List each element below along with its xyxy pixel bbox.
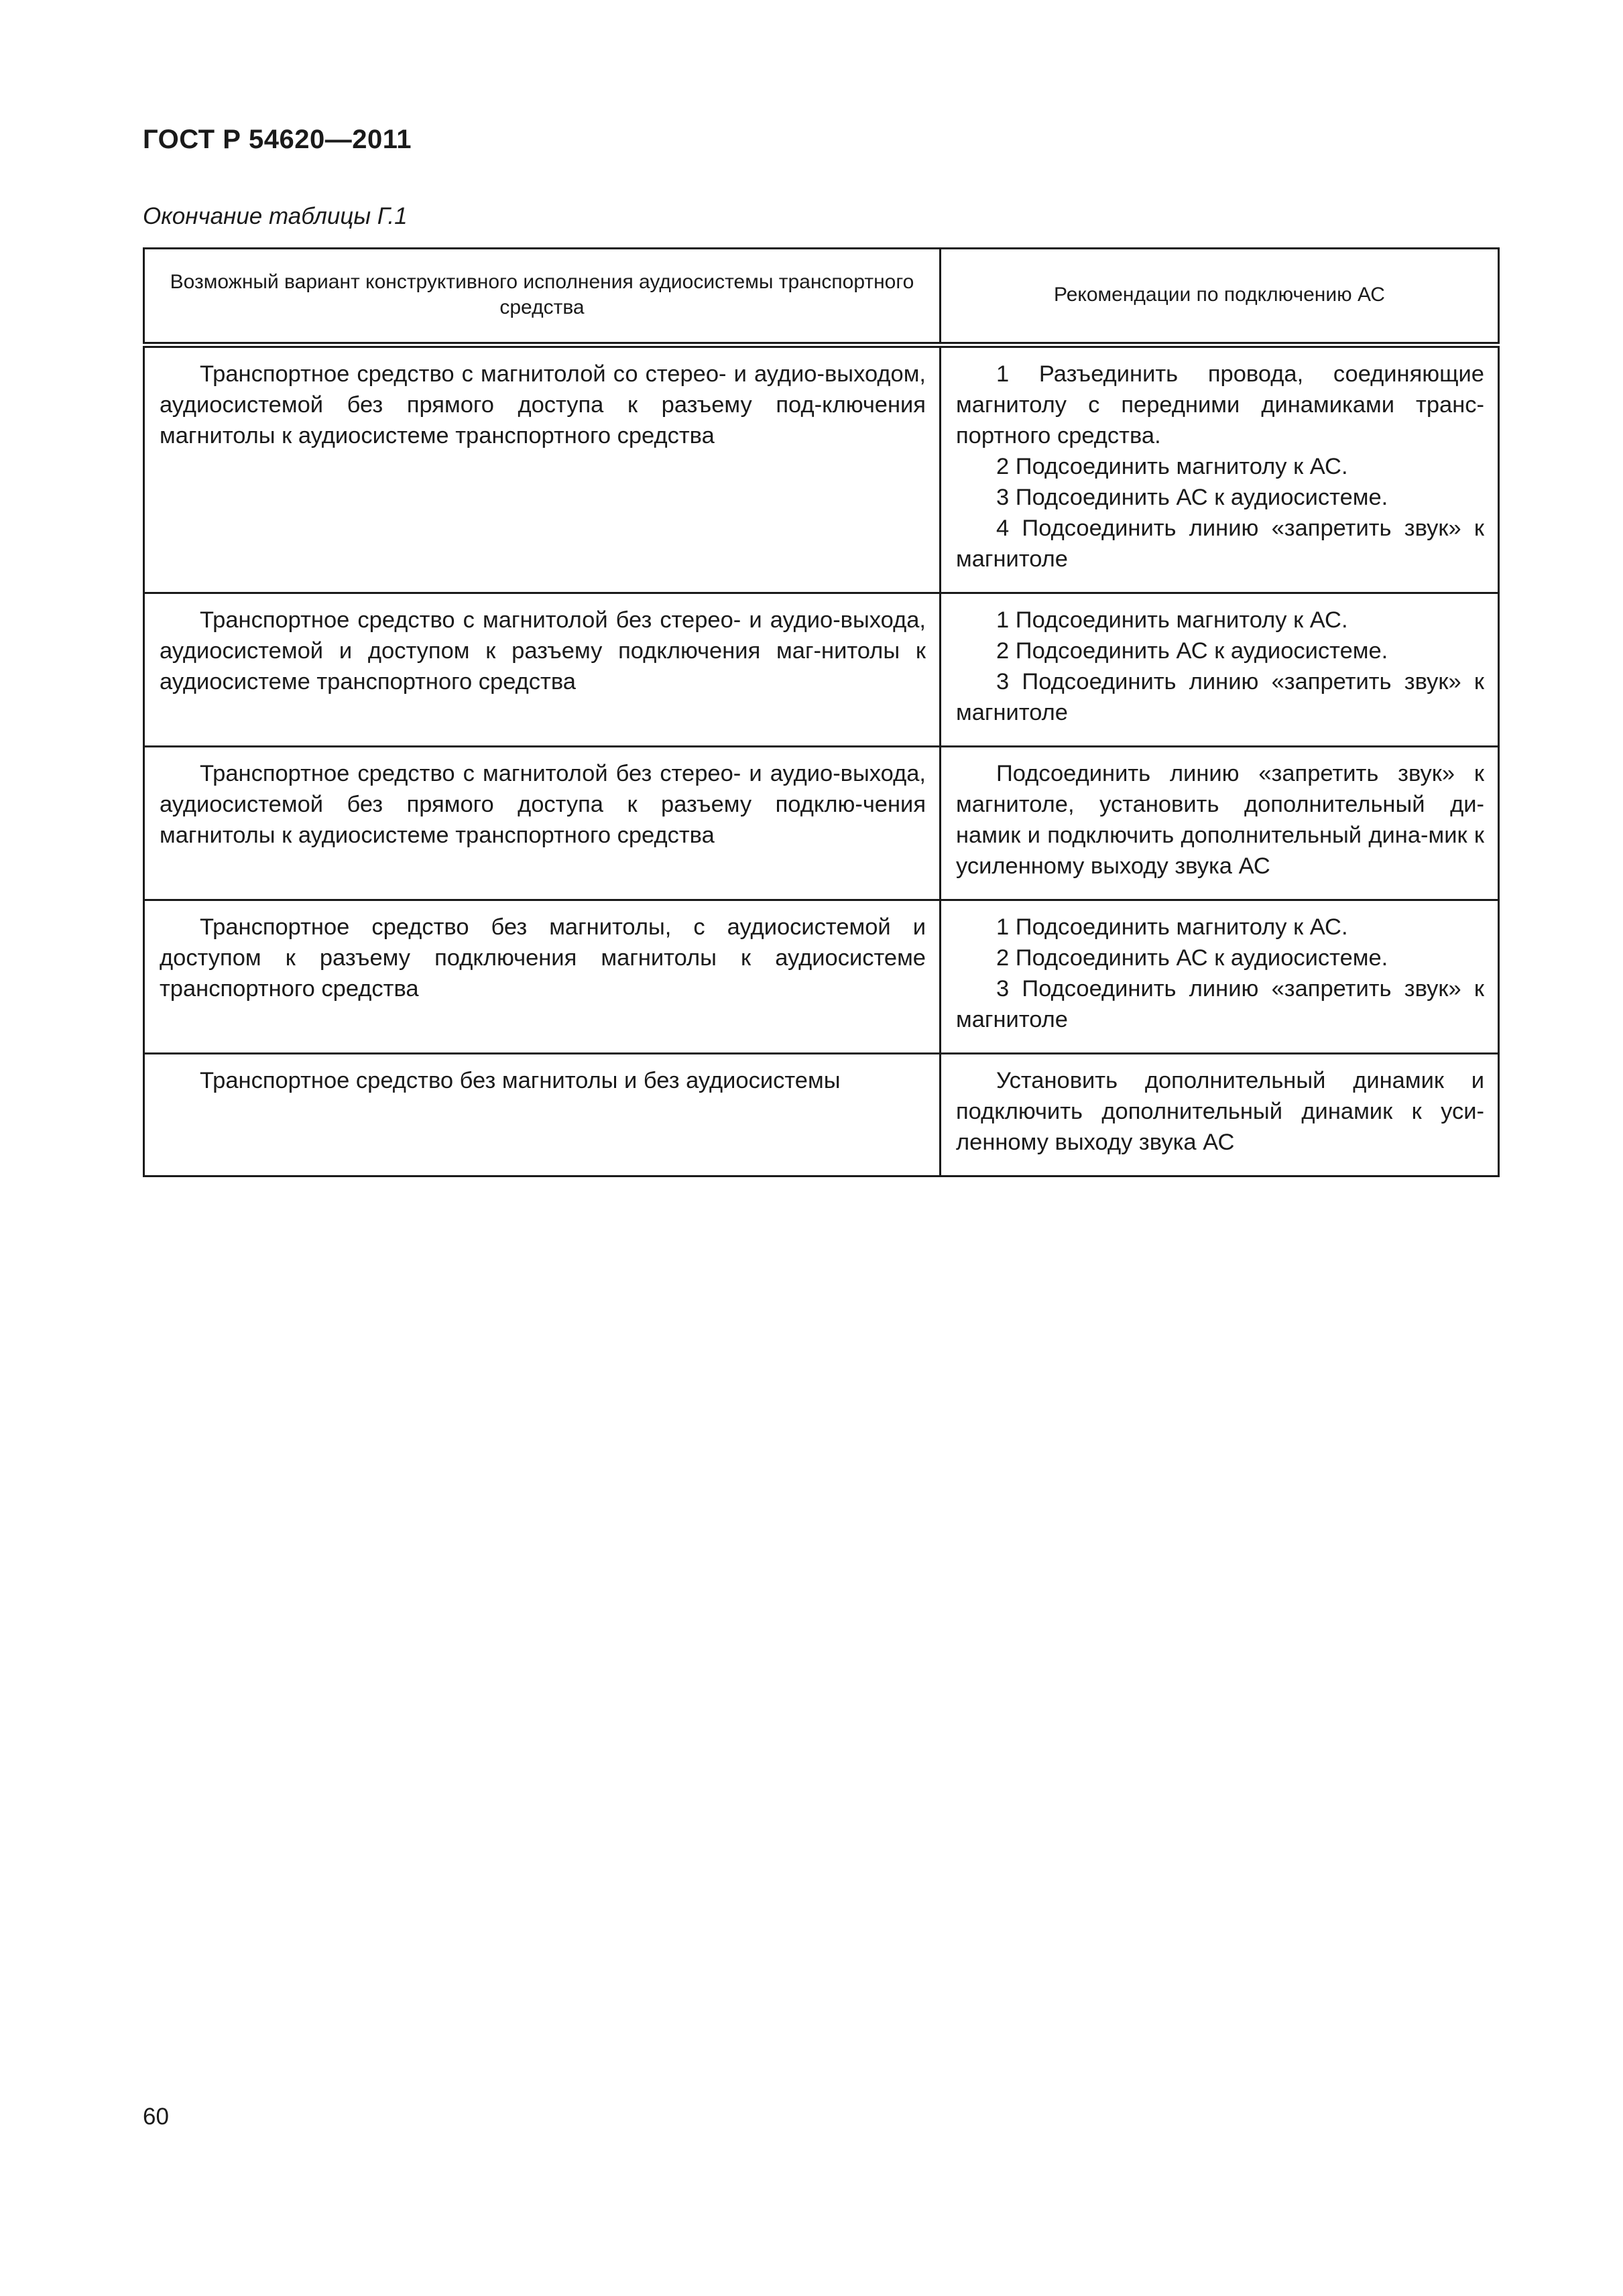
table-row bbox=[144, 345, 1499, 593]
column-header-variant: Возможный вариант конструктивного исполнения аудиосистемы транспортного средства bbox=[144, 249, 941, 345]
table-row bbox=[144, 593, 1499, 747]
variant-cell bbox=[144, 1054, 941, 1176]
recommendation-cell bbox=[941, 593, 1499, 747]
recommendation-step: 1 Подсоединить магнитолу к АС. bbox=[996, 607, 1348, 633]
recommendation-step: 3 Подсоединить АС к аудиосистеме. bbox=[996, 485, 1388, 510]
recommendation-step: 2 Подсоединить АС к аудиосистеме. bbox=[996, 638, 1388, 664]
recommendation-cell bbox=[941, 1054, 1499, 1176]
variant-cell bbox=[144, 900, 941, 1054]
table-row bbox=[144, 1054, 1499, 1176]
recommendation-cell bbox=[941, 747, 1499, 900]
variant-text: Транспортное средство без магнитолы, с аудиосистемой и доступом к разъему подключения магнитолы к аудиосистеме транспортного средства bbox=[160, 914, 926, 1002]
recommendation-step: 1 Разъединить провода, соединяющие магнитолу с передними динамиками транс-портного средства. bbox=[956, 361, 1484, 448]
recommendation-cell bbox=[941, 345, 1499, 593]
recommendation-step: 3 Подсоединить линию «запретить звук» к магнитоле bbox=[956, 976, 1484, 1032]
table-header-row bbox=[144, 249, 1499, 345]
variant-text: Транспортное средство с магнитолой со стерео- и аудио-выходом, аудиосистемой без прямого доступа к разъему под-ключения магнитолы к аудиосистеме транспортного средства bbox=[160, 361, 926, 448]
variant-cell bbox=[144, 345, 941, 593]
variant-cell bbox=[144, 747, 941, 900]
variant-text: Транспортное средство с магнитолой без стерео- и аудио-выхода, аудиосистемой и доступом к разъему подключения маг-нитолы к аудиосистеме транспортного средства bbox=[160, 607, 926, 694]
recommendation-step: 4 Подсоединить линию «запретить звук» к магнитоле bbox=[956, 516, 1484, 572]
document-header: ГОСТ Р 54620—2011 bbox=[143, 125, 412, 154]
recommendation-step: 2 Подсоединить АС к аудиосистеме. bbox=[996, 945, 1388, 971]
variant-cell bbox=[144, 593, 941, 747]
recommendation-step: 3 Подсоединить линию «запретить звук» к магнитоле bbox=[956, 669, 1484, 725]
table-row bbox=[144, 747, 1499, 900]
recommendation-cell bbox=[941, 900, 1499, 1054]
page-number: 60 bbox=[143, 2104, 169, 2130]
recommendation-step: Подсоединить линию «запретить звук» к магнитоле, установить дополнительный ди-намик и подключить дополнительный дина-мик к усиленному выходу звука АС bbox=[956, 761, 1484, 879]
recommendations-table bbox=[143, 247, 1500, 1177]
recommendation-step: 1 Подсоединить магнитолу к АС. bbox=[996, 914, 1348, 940]
column-header-recommendations: Рекомендации по подключению АС bbox=[941, 249, 1499, 345]
variant-text: Транспортное средство без магнитолы и без аудиосистемы bbox=[200, 1068, 841, 1093]
table-row bbox=[144, 900, 1499, 1054]
recommendation-step: Установить дополнительный динамик и подключить дополнительный динамик к уси-ленному выходу звука АС bbox=[956, 1068, 1484, 1155]
recommendation-step: 2 Подсоединить магнитолу к АС. bbox=[996, 454, 1348, 479]
variant-text: Транспортное средство с магнитолой без стерео- и аудио-выхода, аудиосистемой без прямого доступа к разъему подклю-чения магнитолы к аудиосистеме транспортного средства bbox=[160, 761, 926, 848]
table-caption: Окончание таблицы Г.1 bbox=[143, 203, 408, 229]
